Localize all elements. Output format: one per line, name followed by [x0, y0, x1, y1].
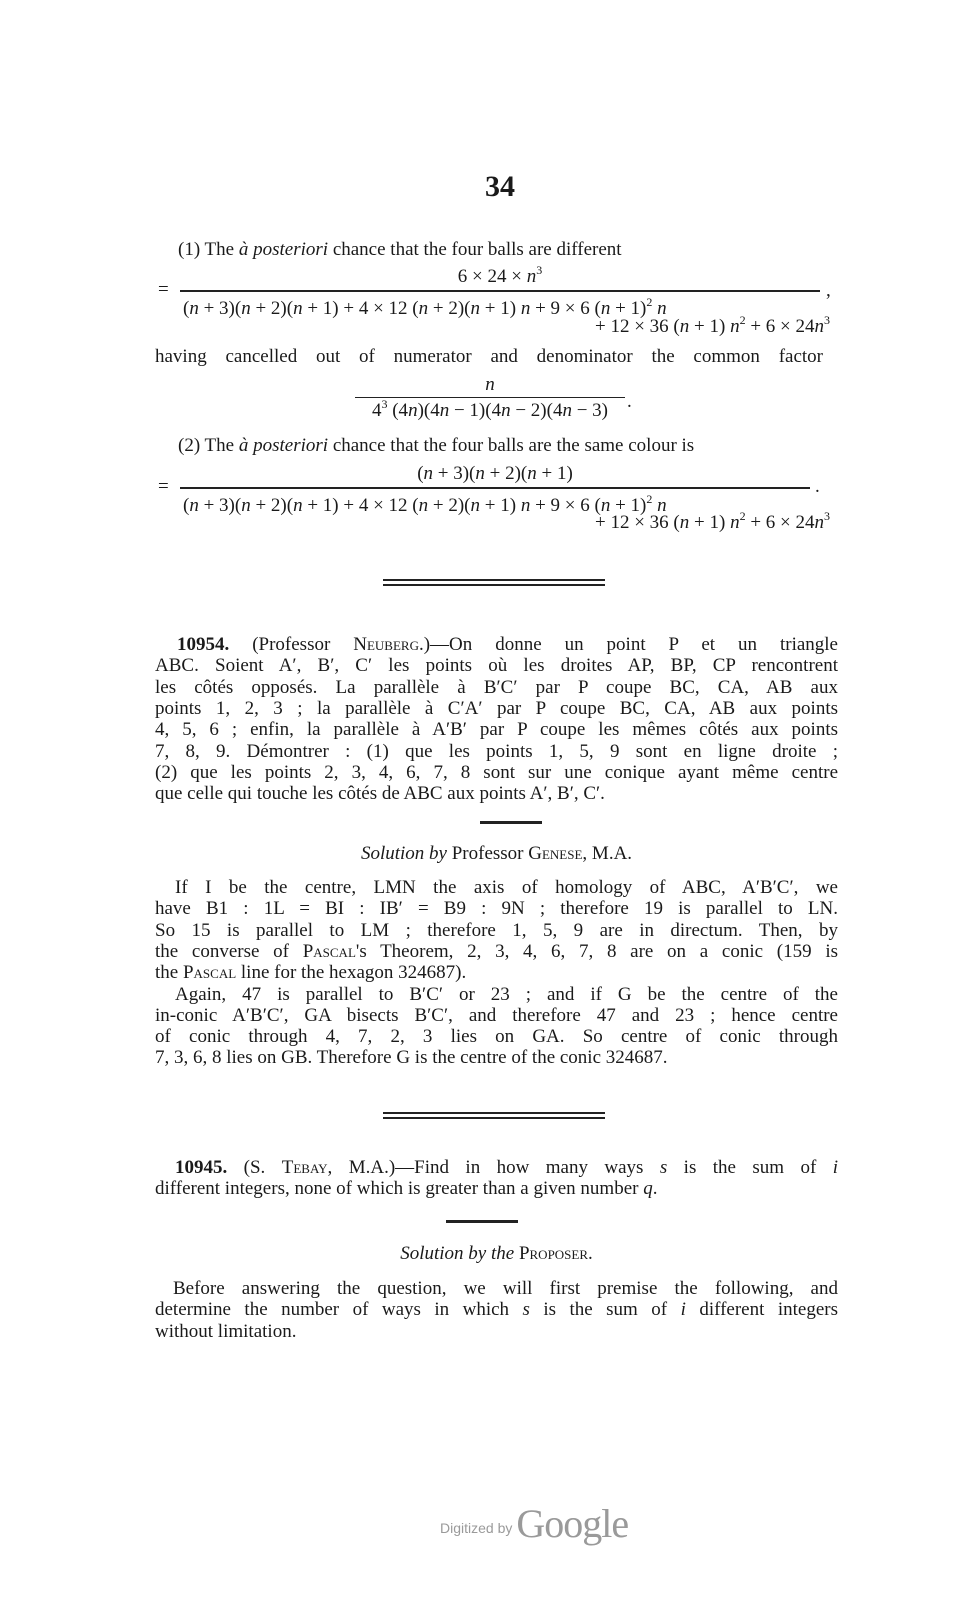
text-run: , M.A.)—Find in how many ways — [327, 1157, 660, 1178]
text-run: s — [659, 1157, 668, 1178]
text-run: n — [814, 512, 824, 533]
text-run: chance that the four balls are different — [328, 239, 622, 260]
text-run: n — [189, 495, 199, 516]
text-run: − 3) — [571, 400, 609, 421]
text-run: n — [562, 400, 572, 421]
fraction-denominator-line2 — [595, 509, 830, 533]
text-run: Solution by the — [400, 1243, 515, 1264]
text-run: n — [408, 400, 418, 421]
fraction-bar — [180, 487, 810, 489]
text-run: 10954. — [177, 634, 230, 655]
text-run: + 1) + 4 × 12 ( — [302, 495, 419, 516]
text-run: + 6 × 24 — [745, 316, 815, 337]
superscript: 2 — [739, 313, 746, 327]
text-run: n — [501, 400, 511, 421]
text-line — [155, 941, 838, 962]
text-run: + 2)( — [250, 298, 294, 319]
text-run: n — [475, 463, 485, 484]
text-run: Proposer — [518, 1243, 589, 1264]
text-run: line for the hexagon 324687). — [236, 962, 467, 984]
equals-sign: = — [158, 476, 169, 497]
text-run: + 1) — [610, 298, 647, 319]
text-run: + 3)( — [198, 298, 242, 319]
text-run: n — [485, 374, 495, 395]
section-divider — [383, 1117, 605, 1119]
text-run: have B1 : 1L = BI : IB′ = B9 : 9N ; therefore 19 is parallel to LN. — [155, 898, 838, 920]
text-line — [177, 634, 838, 655]
text-line — [175, 984, 838, 1005]
text-run: s — [522, 1299, 530, 1321]
text-run: . — [652, 1178, 658, 1200]
fraction-bar — [180, 290, 820, 292]
period: . — [627, 391, 632, 412]
text-line — [155, 1178, 838, 1199]
text-line — [155, 698, 838, 719]
text-line — [155, 962, 838, 983]
text-run: n — [730, 316, 740, 337]
text-run: que celle qui touche les côtés de ABC aux points A′, B′, C′. — [155, 783, 605, 805]
text-run: different integers, none of which is greater than a given number — [155, 1178, 644, 1200]
fraction-denominator-line2 — [595, 313, 830, 337]
superscript: 3 — [381, 397, 388, 411]
text-run: , M.A. — [582, 843, 633, 864]
fraction-numerator — [180, 463, 810, 484]
text-run: 4, 5, 6 ; enfin, la parallèle à A′B′ par P coupe les mêmes côtés aux points — [155, 719, 838, 741]
text-run: n — [470, 495, 481, 516]
text-run: Professor — [446, 843, 529, 864]
text-run: the — [155, 962, 183, 984]
text-line — [155, 1047, 838, 1068]
text-run: determine the number of ways in which — [155, 1299, 523, 1321]
text-run: n — [470, 298, 481, 319]
text-line — [173, 1278, 838, 1299]
text-run: n — [600, 495, 611, 516]
text-line — [155, 741, 838, 762]
text-run: n — [657, 495, 667, 516]
text-run: 's Theorem, 2, 3, 4, 6, 7, 8 are on a conic (159 is — [355, 940, 838, 962]
text-run: different integers — [685, 1299, 838, 1321]
text-run: is the sum of — [529, 1299, 681, 1321]
text-line — [155, 762, 838, 783]
text-run: n — [189, 298, 199, 319]
text-run: Before answering the question, we will first premise the following, and — [173, 1278, 838, 1299]
text-run: 10945. — [175, 1157, 228, 1178]
text-run: Tebay — [281, 1157, 328, 1178]
text-run: i — [832, 1157, 838, 1178]
text-line — [155, 783, 838, 804]
text-run: (1) The — [178, 239, 239, 260]
digitized-by-label: Digitized by — [440, 1520, 513, 1536]
text-run: + 2)( — [250, 495, 294, 516]
solution-heading — [155, 843, 838, 864]
text-line — [155, 655, 838, 676]
text-run: n — [439, 400, 450, 421]
text-line — [155, 719, 838, 740]
superscript: 2 — [646, 295, 653, 309]
text-run: à posteriori — [238, 239, 329, 260]
text-run: + 3)( — [433, 463, 476, 484]
google-watermark — [440, 1500, 628, 1547]
text-run: − 1)(4 — [449, 400, 502, 421]
text-run: + 1) — [536, 463, 573, 484]
text-run: points 1, 2, 3 ; la parallèle à C′A′ par P coupe BC, CA, AB aux points — [155, 697, 838, 719]
text-run: the converse of — [155, 940, 303, 962]
text-run: n — [679, 512, 690, 533]
part2-intro — [178, 435, 694, 456]
text-run: à posteriori — [238, 435, 329, 456]
text-run: ( — [183, 495, 190, 516]
text-run: in-conic A′B′C′, GA bisects B′C′, and therefore 47 and 23 ; hence centre — [155, 1004, 838, 1026]
text-run: + 2)( — [484, 463, 528, 484]
text-run: + 1) — [480, 298, 521, 319]
text-run: les côtés opposés. La parallèle à B′C′ par P coupe BC, CA, AB aux — [155, 676, 838, 698]
text-run: n — [418, 298, 429, 319]
section-divider — [383, 579, 605, 581]
text-run: )(4 — [417, 400, 440, 421]
text-run: 7, 3, 6, 8 lies on GB. Therefore G is the centre of the conic 324687. — [155, 1047, 668, 1069]
text-run: + 9 × 6 ( — [530, 495, 601, 516]
superscript: 3 — [536, 263, 543, 277]
solution-heading — [155, 1243, 838, 1264]
text-run: Solution by — [360, 843, 447, 864]
factor-numerator — [355, 374, 625, 395]
text-run: n — [814, 316, 824, 337]
factor-denominator — [355, 397, 625, 421]
text-run: n — [293, 495, 303, 516]
text-run: of conic through 4, 7, 2, 3 lies on GA. So centre of conic through — [155, 1026, 838, 1048]
text-line — [175, 1157, 838, 1178]
factor-bar — [355, 397, 625, 398]
text-run: (Professor — [229, 634, 354, 655]
fraction-numerator — [180, 263, 820, 287]
text-line — [175, 877, 838, 898]
text-run: (2) que les points 2, 3, 4, 6, 7, 8 sont sur une conique ayant même centre — [155, 761, 838, 783]
comma: , — [826, 280, 831, 301]
text-run: (4 — [387, 400, 409, 421]
text-run: Pascal — [302, 940, 356, 962]
text-run: (2) The — [178, 435, 239, 456]
text-line — [155, 1026, 838, 1047]
text-run: + 2)( — [428, 495, 471, 516]
text-run: ( — [417, 463, 424, 484]
short-divider — [480, 821, 542, 824]
text-run: i — [680, 1299, 686, 1321]
text-run: .)—On donne un point P et un triangle — [418, 634, 838, 655]
text-run: n — [526, 266, 537, 287]
superscript: 3 — [824, 313, 830, 327]
text-run: + 6 × 24 — [745, 512, 815, 533]
text-run: . — [588, 1243, 593, 1264]
text-line — [155, 1005, 838, 1026]
text-run: + 12 × 36 ( — [595, 316, 680, 337]
superscript: 2 — [646, 492, 653, 506]
text-run: n — [241, 298, 251, 319]
text-run: q — [643, 1178, 653, 1200]
text-run: + 1) — [480, 495, 521, 516]
text-run: If I be the centre, LMN the axis of homology of ABC, A′B′C′, we — [175, 877, 838, 898]
period: . — [815, 476, 820, 497]
text-run: is the sum of — [667, 1157, 833, 1178]
text-run: n — [730, 512, 740, 533]
section-divider — [383, 584, 605, 586]
text-run: + 1) — [610, 495, 647, 516]
text-run: n — [418, 495, 429, 516]
text-run: n — [527, 463, 537, 484]
text-run: n — [520, 298, 531, 319]
text-run: + 1) — [689, 512, 731, 533]
text-run: ( — [183, 298, 190, 319]
short-divider — [446, 1220, 518, 1223]
superscript: 3 — [824, 509, 830, 523]
text-run: chance that the four balls are the same colour is — [328, 435, 695, 456]
text-line — [155, 898, 838, 919]
text-run: + 2)( — [428, 298, 471, 319]
page-number: 34 — [485, 170, 515, 203]
text-line — [155, 677, 838, 698]
equals-sign: = — [158, 279, 169, 300]
text-run: without limitation. — [155, 1320, 297, 1342]
text-run: n — [520, 495, 531, 516]
text-line — [155, 1299, 838, 1320]
text-run: n — [423, 463, 434, 484]
text-run: n — [293, 298, 303, 319]
text-run: Genese — [528, 843, 583, 864]
text-run: + 12 × 36 ( — [595, 512, 680, 533]
text-run: n — [657, 298, 667, 319]
text-line — [155, 1321, 838, 1342]
cancel-text: having cancelled out of numerator and denominator the common factor — [155, 346, 823, 367]
text-run: Neuberg — [353, 634, 419, 655]
text-run: ABC. Soient A′, B′, C′ les points où les droites AP, BP, CP rencontrent — [155, 655, 838, 677]
text-run: n — [241, 495, 251, 516]
superscript: 2 — [739, 509, 746, 523]
text-run: n — [679, 316, 690, 337]
text-run: + 3)( — [198, 495, 242, 516]
google-logo: Google — [516, 1501, 629, 1546]
text-run: Again, 47 is parallel to B′C′ or 23 ; and if G be the centre of the — [175, 983, 838, 1005]
text-run: So 15 is parallel to LM ; therefore 1, 5, 9 are in directum. Then, by — [155, 919, 838, 941]
text-run: + 9 × 6 ( — [530, 298, 601, 319]
text-run: Pascal — [182, 962, 237, 984]
text-run: (S. — [227, 1157, 282, 1178]
text-run: 6 × 24 × — [457, 266, 527, 287]
text-run: + 1) — [689, 316, 731, 337]
text-run: 4 — [371, 400, 382, 421]
text-line — [155, 920, 838, 941]
text-run: 7, 8, 9. Démontrer : (1) que les points 1, 5, 9 sont en ligne droite ; — [155, 740, 838, 762]
section-divider — [383, 1112, 605, 1114]
part1-intro — [178, 239, 622, 260]
text-run: − 2)(4 — [510, 400, 563, 421]
text-run: + 1) + 4 × 12 ( — [302, 298, 419, 319]
text-run: n — [600, 298, 611, 319]
